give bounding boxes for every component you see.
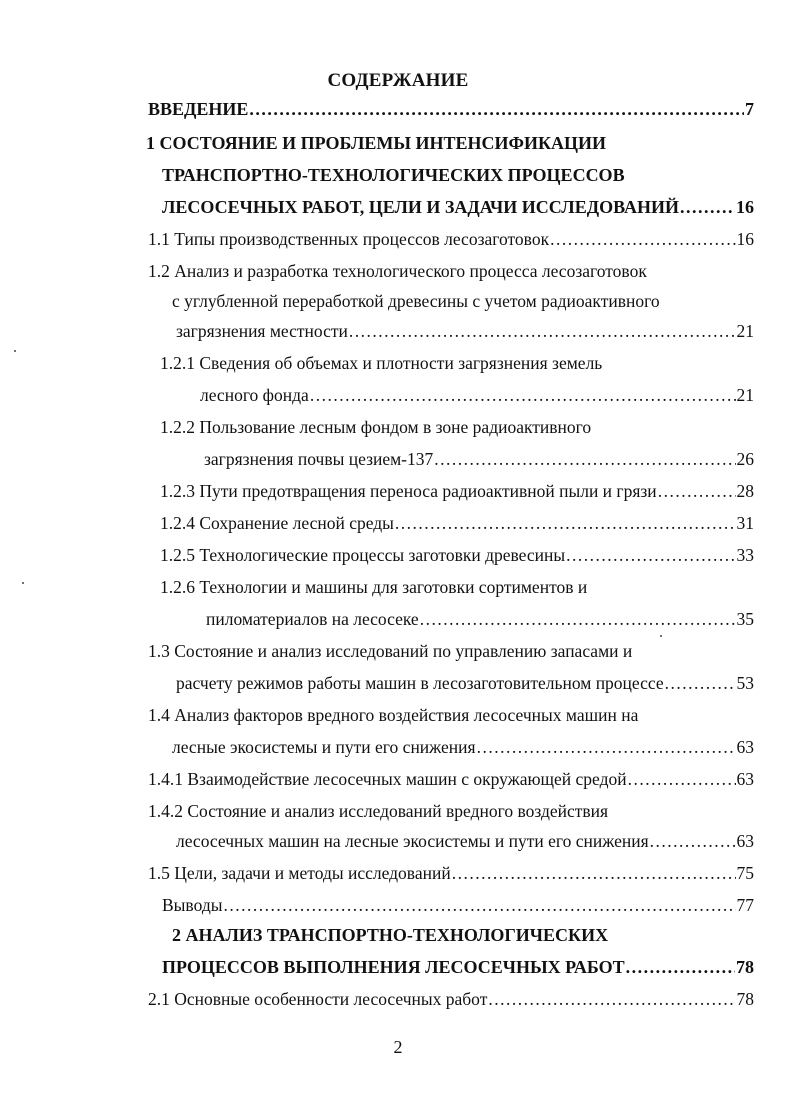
toc-page-number: 26 (736, 449, 754, 469)
dot-leader (665, 672, 736, 694)
toc-page-number: 53 (736, 673, 754, 693)
dot-leader (349, 320, 736, 342)
toc-entry-1-2-1-line-1: 1.2.1 Сведения об объемах и плотности загрязнения земель (160, 353, 603, 373)
toc-page-number: 31 (736, 513, 754, 533)
toc-entry-1-2-2-line-2 (204, 448, 754, 470)
toc-title: СОДЕРЖАНИЕ (327, 70, 469, 91)
toc-entry-1-3-line-1: 1.3 Состояние и анализ исследований по управлению запасами и (148, 641, 633, 661)
toc-entry-text: ВВЕДЕНИЕ (148, 99, 249, 119)
dot-leader (452, 862, 736, 884)
toc-entry-text: 1.5 Цели, задачи и методы исследований (148, 863, 451, 883)
page-number: 2 (393, 1037, 403, 1057)
toc-chapter-2-line-1: 2 АНАЛИЗ ТРАНСПОРТНО-ТЕХНОЛОГИЧЕСКИХ (172, 925, 609, 945)
toc-entry-1-2-5 (160, 544, 754, 566)
toc-entry-text: 1.1 Типы производственных процессов лесозаготовок (148, 229, 550, 249)
dot-leader (310, 384, 736, 406)
toc-entry-text: 1.2.4 Сохранение лесной среды (160, 513, 394, 533)
toc-entry-1-4-line-1: 1.4 Анализ факторов вредного воздействия лесосечных машин на (148, 705, 639, 725)
dot-leader (650, 830, 736, 852)
toc-page-number: 7 (745, 99, 754, 119)
toc-page-number: 28 (736, 481, 754, 501)
toc-entry-text: лесного фонда (200, 385, 309, 405)
toc-entry-1-4-2-line-2 (176, 830, 754, 852)
toc-page-number: 78 (736, 957, 754, 977)
toc-page-number: 63 (736, 769, 754, 789)
scan-speck (14, 350, 16, 352)
dot-leader (477, 736, 736, 758)
toc-chapter-1-line-2: ТРАНСПОРТНО-ТЕХНОЛОГИЧЕСКИХ ПРОЦЕССОВ (162, 165, 625, 185)
dot-leader (249, 98, 744, 120)
toc-entry-1-2-2-line-1: 1.2.2 Пользование лесным фондом в зоне радиоактивного (160, 417, 592, 437)
toc-entry-text: 2.1 Основные особенности лесосечных работ (148, 989, 488, 1009)
dot-leader (628, 768, 736, 790)
toc-entry-1-4-2-line-1: 1.4.2 Состояние и анализ исследований вредного воздействия (148, 801, 609, 821)
toc-page-number: 75 (736, 863, 754, 883)
scan-speck (22, 582, 24, 584)
dot-leader (626, 956, 735, 978)
toc-entry-text: пиломатериалов на лесосеке (206, 609, 419, 629)
toc-entry-1-2-6-line-2 (206, 608, 754, 630)
toc-entry-text: загрязнения местности (176, 321, 348, 341)
toc-page-number: 33 (736, 545, 754, 565)
toc-entry-conclusions (162, 894, 754, 916)
toc-entry-2-1 (148, 988, 754, 1010)
toc-entry-1-5 (148, 862, 754, 884)
toc-chapter-1-line-3 (162, 196, 754, 218)
dot-leader (680, 196, 735, 218)
toc-entry-1-1 (148, 228, 754, 250)
toc-page-number: 77 (736, 895, 754, 915)
toc-entry-1-3-line-2 (176, 672, 754, 694)
toc-entry-1-4-1 (148, 768, 754, 790)
toc-entry-1-2-3 (160, 480, 754, 502)
toc-entry-text: ЛЕСОСЕЧНЫХ РАБОТ, ЦЕЛИ И ЗАДАЧИ ИССЛЕДОВАНИЙ (162, 197, 679, 217)
toc-page-number: 78 (736, 989, 754, 1009)
dot-leader (395, 512, 736, 534)
toc-page-number: 63 (736, 737, 754, 757)
toc-page-number: 63 (736, 831, 754, 851)
toc-entry-text: лесные экосистемы и пути его снижения (172, 737, 476, 757)
dot-leader (434, 448, 735, 470)
toc-entry-text: Выводы (162, 895, 223, 915)
scan-speck (660, 635, 662, 637)
dot-leader (223, 894, 735, 916)
toc-entry-1-2-6-line-1: 1.2.6 Технологии и машины для заготовки сортиментов и (160, 577, 588, 597)
dot-leader (566, 544, 735, 566)
toc-page-number: 21 (736, 385, 754, 405)
toc-entry-text: ПРОЦЕССОВ ВЫПОЛНЕНИЯ ЛЕСОСЕЧНЫХ РАБОТ (162, 957, 625, 977)
dot-leader (550, 228, 735, 250)
toc-entry-1-2-line-2: с углубленной переработкой древесины с учетом радиоактивного (172, 291, 660, 311)
toc-entry-intro (148, 98, 754, 120)
toc-entry-text: лесосечных машин на лесные экосистемы и пути его снижения (176, 831, 649, 851)
toc-entry-text: 1.4.1 Взаимодействие лесосечных машин с окружающей средой (148, 769, 627, 789)
toc-entry-text: 1.2.3 Пути предотвращения переноса радиоактивной пыли и грязи (160, 481, 657, 501)
dot-leader (420, 608, 736, 630)
toc-chapter-1-line-1: 1 СОСТОЯНИЕ И ПРОБЛЕМЫ ИНТЕНСИФИКАЦИИ (146, 133, 607, 153)
toc-page-number: 16 (736, 197, 754, 217)
toc-entry-1-2-line-1: 1.2 Анализ и разработка технологического процесса лесозаготовок (148, 261, 647, 281)
toc-page-number: 16 (736, 229, 754, 249)
toc-entry-1-4-line-2 (172, 736, 754, 758)
toc-chapter-2-line-2 (162, 956, 754, 978)
toc-entry-text: загрязнения почвы цезием-137 (204, 449, 434, 469)
toc-entry-1-2-1-line-2 (200, 384, 754, 406)
dot-leader (488, 988, 735, 1010)
toc-entry-1-2-4 (160, 512, 754, 534)
toc-page-number: 35 (736, 609, 754, 629)
dot-leader (658, 480, 736, 502)
toc-entry-text: расчету режимов работы машин в лесозаготовительном процессе (176, 673, 664, 693)
toc-entry-text: 1.2.5 Технологические процессы заготовки древесины (160, 545, 566, 565)
toc-entry-1-2-line-3 (176, 320, 754, 342)
toc-page-number: 21 (736, 321, 754, 341)
